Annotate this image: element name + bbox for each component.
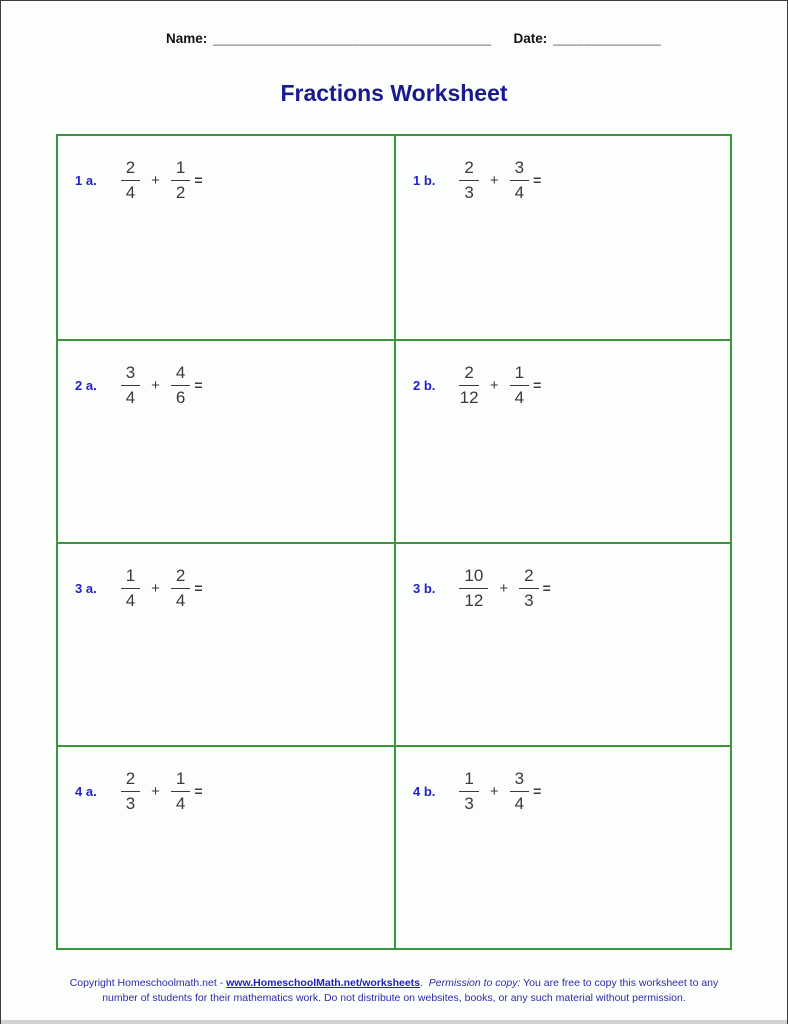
fraction-second	[510, 363, 529, 407]
name-blank-line: ____________________________________	[213, 31, 492, 46]
plus-operator: +	[151, 579, 160, 597]
fraction-first	[121, 158, 140, 202]
problem-cell-3a	[58, 542, 394, 745]
permission-to-copy-label: Permission to copy:	[428, 977, 521, 989]
permission-text: You are free to copy this worksheet to any number of students for their mathematics work. Do not distribute on websites, books, or any such material without permission.	[102, 977, 719, 1005]
denominator: 4	[514, 182, 525, 202]
numerator: 1	[171, 158, 190, 181]
denominator: 4	[125, 182, 136, 202]
fraction-second	[171, 363, 190, 407]
name-date-row	[1, 1, 787, 46]
denominator: 12	[464, 590, 484, 610]
worksheets-link[interactable]: www.HomeschoolMath.net/worksheets	[226, 977, 421, 989]
equals-sign: =	[194, 783, 203, 800]
copyright-footer	[67, 976, 722, 1006]
fraction-first	[459, 566, 488, 610]
plus-operator: +	[151, 782, 160, 800]
numerator: 4	[171, 363, 190, 386]
problem-cell-1a	[58, 136, 394, 339]
problem-cell-2a	[58, 339, 394, 542]
problem-label: 3 a.	[75, 580, 97, 596]
numerator: 1	[459, 769, 478, 792]
problem-label: 2 a.	[75, 377, 97, 393]
fraction-first	[121, 566, 140, 610]
problem-3b	[396, 544, 730, 610]
denominator: 3	[125, 793, 136, 813]
fraction-second	[171, 158, 190, 202]
denominator: 4	[175, 793, 186, 813]
numerator: 2	[121, 158, 140, 181]
problem-label: 3 b.	[413, 580, 436, 596]
plus-operator: +	[151, 376, 160, 394]
numerator: 1	[121, 566, 140, 589]
problem-cell-4b	[394, 745, 730, 948]
numerator: 3	[510, 158, 529, 181]
problem-label: 1 a.	[75, 172, 97, 188]
footer-separator: .	[420, 977, 429, 989]
numerator: 1	[510, 363, 529, 386]
fraction-first	[121, 363, 140, 407]
equals-sign: =	[533, 172, 542, 189]
fraction-second	[510, 158, 529, 202]
fraction-first	[121, 769, 140, 813]
equals-sign: =	[194, 172, 203, 189]
denominator: 2	[175, 182, 186, 202]
denominator: 12	[459, 387, 479, 407]
numerator: 10	[459, 566, 488, 589]
fraction-first	[459, 158, 478, 202]
denominator: 3	[524, 590, 534, 610]
plus-operator: +	[489, 171, 499, 189]
numerator: 3	[121, 363, 140, 386]
date-group	[514, 31, 662, 46]
plus-operator: +	[151, 171, 160, 189]
problem-label: 1 b.	[413, 172, 436, 188]
problem-4a	[58, 747, 394, 813]
fraction-first	[459, 769, 478, 813]
denominator: 4	[514, 387, 525, 407]
numerator: 2	[459, 158, 478, 181]
problem-label: 4 b.	[413, 783, 436, 799]
name-label: Name:	[166, 31, 208, 46]
denominator: 4	[125, 590, 136, 610]
equals-sign: =	[542, 580, 551, 597]
numerator: 2	[519, 566, 538, 589]
numerator: 2	[121, 769, 140, 792]
problem-2b	[396, 341, 730, 407]
problem-3a	[58, 544, 394, 610]
problem-cell-1b	[394, 136, 730, 339]
fraction-first	[459, 363, 478, 407]
numerator: 2	[171, 566, 190, 589]
problem-4b	[396, 747, 730, 813]
denominator: 4	[175, 590, 186, 610]
fraction-second	[510, 769, 529, 813]
date-label: Date:	[513, 31, 548, 46]
plus-operator: +	[499, 579, 509, 597]
numerator: 2	[459, 363, 478, 386]
page-title: Fractions Worksheet	[280, 80, 508, 106]
equals-sign: =	[533, 783, 542, 800]
numerator: 3	[510, 769, 529, 792]
denominator: 4	[125, 387, 136, 407]
plus-operator: +	[489, 376, 499, 394]
date-blank-line: ______________	[553, 31, 662, 46]
problem-cell-4a	[58, 745, 394, 948]
denominator: 3	[464, 793, 474, 813]
fraction-second	[171, 566, 190, 610]
problem-label: 4 a.	[75, 783, 97, 799]
fraction-second	[171, 769, 190, 813]
problem-grid	[56, 134, 732, 950]
problem-label: 2 b.	[413, 377, 436, 393]
problem-2a	[58, 341, 394, 407]
problem-cell-3b	[394, 542, 730, 745]
equals-sign: =	[194, 580, 203, 597]
equals-sign: =	[194, 377, 203, 394]
problem-1b	[396, 136, 730, 202]
plus-operator: +	[489, 782, 499, 800]
denominator: 4	[514, 793, 525, 813]
fraction-second	[519, 566, 538, 610]
problem-1a	[58, 136, 394, 202]
copyright-text: Copyright Homeschoolmath.net -	[69, 977, 227, 989]
equals-sign: =	[533, 377, 542, 394]
denominator: 6	[175, 387, 186, 407]
denominator: 3	[464, 182, 474, 202]
page-bottom-edge	[1, 1020, 787, 1024]
numerator: 1	[171, 769, 190, 792]
problem-cell-2b	[394, 339, 730, 542]
